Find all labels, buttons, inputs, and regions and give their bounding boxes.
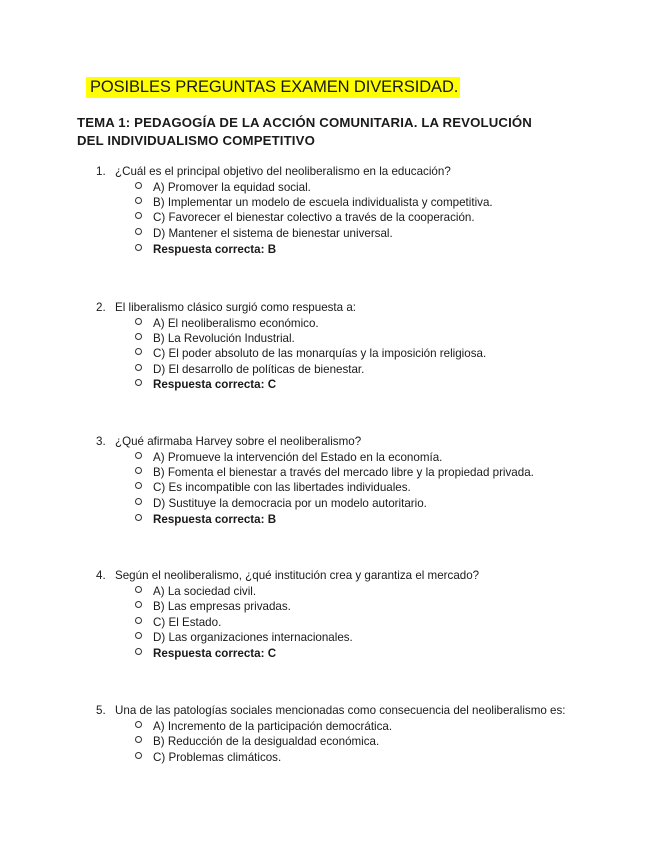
question-number: 4.: [96, 569, 106, 582]
option-item: [135, 210, 475, 225]
hollow-bullet-icon: [135, 182, 142, 189]
hollow-bullet-icon: [135, 514, 142, 521]
question-text: [96, 703, 566, 718]
question-number: 5.: [96, 704, 106, 717]
hollow-bullet-icon: [135, 379, 142, 386]
hollow-bullet-icon: [135, 348, 142, 355]
hollow-bullet-icon: [135, 197, 142, 204]
option-text: A) Promover la equidad social.: [153, 181, 311, 194]
hollow-bullet-icon: [135, 364, 142, 371]
document-title: POSIBLES PREGUNTAS EXAMEN DIVERSIDAD.: [86, 77, 460, 98]
option-item: [135, 331, 295, 346]
option-text: D) Sustituye la democracia por un modelo autoritario.: [153, 497, 427, 510]
option-text: D) Las organizaciones internacionales.: [153, 631, 353, 644]
hollow-bullet-icon: [135, 244, 142, 251]
option-item: [135, 630, 353, 645]
correct-answer: [135, 512, 276, 527]
option-text: D) El desarrollo de políticas de bienestar.: [153, 363, 365, 376]
option-item: [135, 316, 319, 331]
question-text: [96, 568, 479, 583]
answer-text: Respuesta correcta: C: [153, 647, 277, 660]
topic-heading-line-2: DEL INDIVIDUALISMO COMPETITIVO: [77, 132, 315, 148]
option-item: [135, 599, 291, 614]
option-item: [135, 195, 493, 210]
option-text: C) Es incompatible con las libertades individuales.: [153, 481, 411, 494]
question-number: 3.: [96, 435, 106, 448]
option-item: [135, 346, 486, 361]
hollow-bullet-icon: [135, 736, 142, 743]
option-text: B) Fomenta el bienestar a través del mercado libre y la propiedad privada.: [153, 466, 534, 479]
hollow-bullet-icon: [135, 318, 142, 325]
option-item: [135, 180, 311, 195]
hollow-bullet-icon: [135, 333, 142, 340]
correct-answer: [135, 377, 276, 392]
option-item: [135, 584, 256, 599]
question-text: [96, 300, 356, 315]
answer-text: Respuesta correcta: C: [153, 378, 277, 391]
option-item: [135, 362, 364, 377]
hollow-bullet-icon: [135, 498, 142, 505]
answer-text: Respuesta correcta: B: [153, 243, 277, 256]
answer-text: Respuesta correcta: B: [153, 513, 277, 526]
option-text: D) Mantener el sistema de bienestar universal.: [153, 227, 393, 240]
option-text: C) Favorecer el bienestar colectivo a través de la cooperación.: [153, 211, 475, 224]
hollow-bullet-icon: [135, 752, 142, 759]
option-text: A) Incremento de la participación democrática.: [153, 720, 393, 733]
option-item: [135, 450, 442, 465]
option-text: C) El Estado.: [153, 616, 222, 629]
option-text: B) Implementar un modelo de escuela individualista y competitiva.: [153, 196, 493, 209]
hollow-bullet-icon: [135, 721, 142, 728]
option-item: [135, 496, 427, 511]
option-text: B) Reducción de la desigualdad económica.: [153, 735, 380, 748]
correct-answer: [135, 646, 276, 661]
option-item: [135, 719, 392, 734]
option-text: C) El poder absoluto de las monarquías y la imposición religiosa.: [153, 347, 487, 360]
question-prompt: El liberalismo clásico surgió como respuesta a:: [115, 301, 356, 314]
topic-heading-line-1: TEMA 1: PEDAGOGÍA DE LA ACCIÓN COMUNITARIA. LA REVOLUCIÓN: [77, 115, 532, 130]
hollow-bullet-icon: [135, 452, 142, 459]
option-text: C) Problemas climáticos.: [153, 751, 282, 764]
option-text: B) La Revolución Industrial.: [153, 332, 295, 345]
hollow-bullet-icon: [135, 632, 142, 639]
option-text: A) El neoliberalismo económico.: [153, 317, 319, 330]
option-item: [135, 465, 534, 480]
option-item: [135, 226, 393, 241]
option-item: [135, 615, 221, 630]
option-item: [135, 480, 411, 495]
hollow-bullet-icon: [135, 601, 142, 608]
question-prompt: ¿Cuál es el principal objetivo del neoliberalismo en la educación?: [115, 165, 451, 178]
topic-heading: [77, 114, 577, 149]
option-text: A) La sociedad civil.: [153, 585, 257, 598]
question-text: [96, 164, 451, 179]
hollow-bullet-icon: [135, 228, 142, 235]
correct-answer: [135, 242, 276, 257]
question-prompt: Una de las patologías sociales mencionadas como consecuencia del neoliberalismo es:: [115, 704, 566, 717]
hollow-bullet-icon: [135, 586, 142, 593]
hollow-bullet-icon: [135, 212, 142, 219]
hollow-bullet-icon: [135, 617, 142, 624]
option-item: [135, 734, 379, 749]
option-item: [135, 750, 281, 765]
question-number: 2.: [96, 301, 106, 314]
option-text: B) Las empresas privadas.: [153, 600, 291, 613]
question-prompt: Según el neoliberalismo, ¿qué institución crea y garantiza el mercado?: [115, 569, 480, 582]
option-text: A) Promueve la intervención del Estado en la economía.: [153, 451, 443, 464]
hollow-bullet-icon: [135, 648, 142, 655]
question-prompt: ¿Qué afirmaba Harvey sobre el neoliberalismo?: [115, 435, 362, 448]
question-text: [96, 434, 361, 449]
hollow-bullet-icon: [135, 482, 142, 489]
question-number: 1.: [96, 165, 106, 178]
hollow-bullet-icon: [135, 467, 142, 474]
